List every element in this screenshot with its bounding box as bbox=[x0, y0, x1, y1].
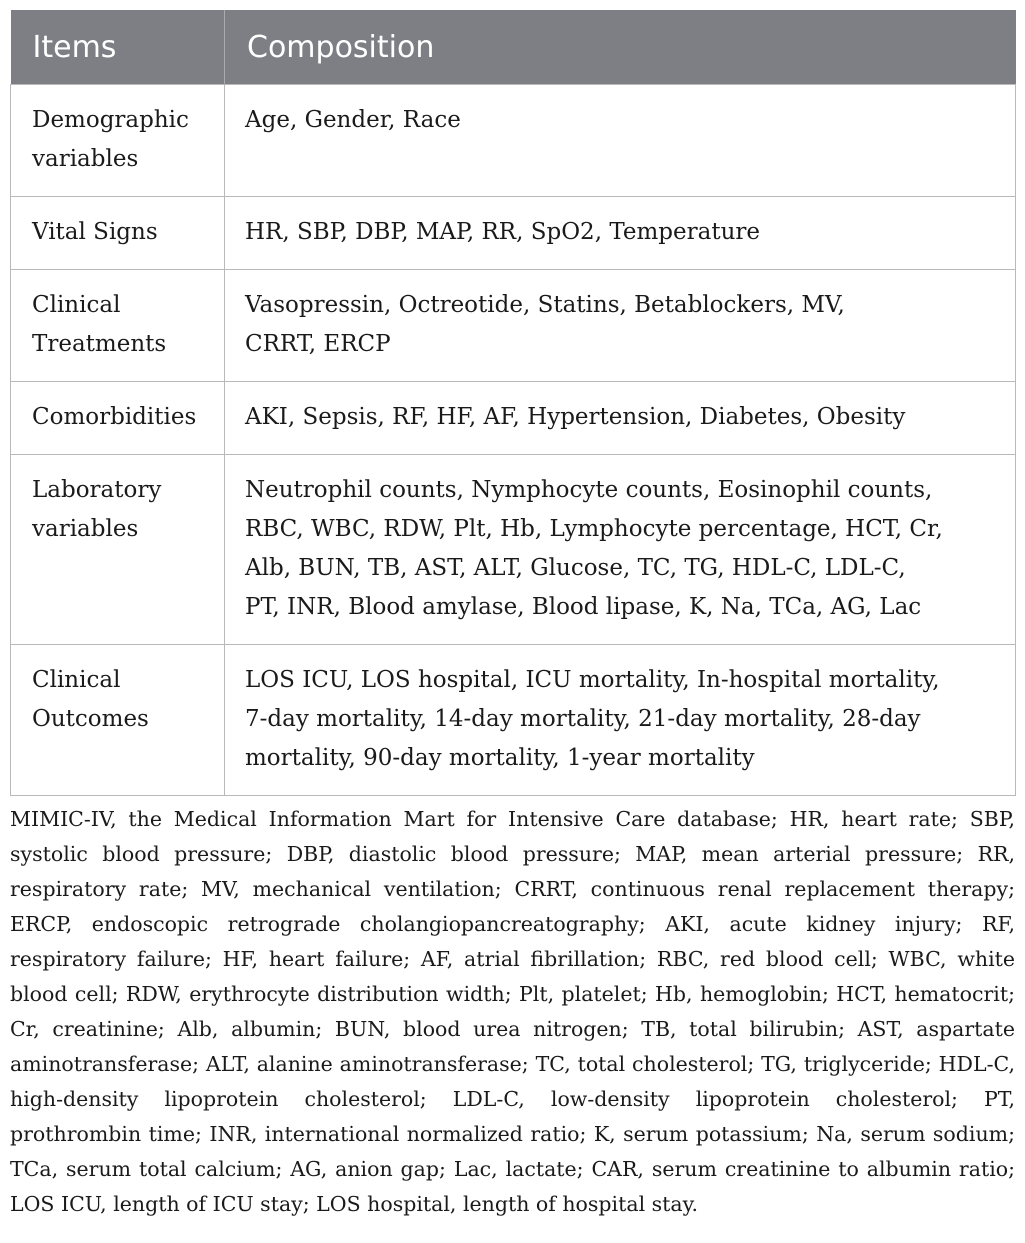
row-item-cell bbox=[11, 382, 225, 455]
row-item-label: Demographic variables bbox=[32, 107, 189, 172]
row-item-label: Laboratory variables bbox=[32, 477, 162, 542]
row-item-label: Clinical Outcomes bbox=[32, 667, 149, 732]
table-body bbox=[11, 85, 1016, 796]
table-container bbox=[10, 10, 1015, 1243]
row-item-cell bbox=[11, 645, 225, 796]
table-row bbox=[11, 645, 1016, 796]
column-header-composition: Composition bbox=[225, 10, 1016, 85]
row-item-cell bbox=[11, 270, 225, 382]
row-composition-text: Age, Gender, Race bbox=[245, 107, 461, 133]
row-item-cell bbox=[11, 85, 225, 197]
row-composition-cell bbox=[225, 197, 1016, 270]
row-composition-cell bbox=[225, 645, 1016, 796]
row-item-cell bbox=[11, 197, 225, 270]
row-composition-text: AKI, Sepsis, RF, HF, AF, Hypertension, Diabetes, Obesity bbox=[245, 404, 906, 430]
row-item-label: Vital Signs bbox=[32, 219, 158, 245]
table-header bbox=[11, 10, 1016, 85]
composition-table bbox=[10, 10, 1016, 796]
row-composition-cell bbox=[225, 270, 1016, 382]
table-row bbox=[11, 197, 1016, 270]
row-item-label: Clinical Treatments bbox=[32, 292, 167, 357]
table-row bbox=[11, 270, 1016, 382]
row-composition-text: Vasopressin, Octreotide, Statins, Betablockers, MV, CRRT, ERCP bbox=[245, 292, 845, 357]
table-row bbox=[11, 382, 1016, 455]
row-composition-text: HR, SBP, DBP, MAP, RR, SpO2, Temperature bbox=[245, 219, 760, 245]
row-item-label: Comorbidities bbox=[32, 404, 197, 430]
column-header-items: Items bbox=[11, 10, 225, 85]
row-item-cell bbox=[11, 455, 225, 645]
row-composition-cell bbox=[225, 382, 1016, 455]
row-composition-text: LOS ICU, LOS hospital, ICU mortality, In-hospital mortality, 7-day mortality, 14-day mortality, 21-day mortality, 28-day mortality, 90-day mortality, 1-year mortality bbox=[245, 667, 940, 771]
row-composition-text: Neutrophil counts, Nymphocyte counts, Eosinophil counts, RBC, WBC, RDW, Plt, Hb, Lymphocyte percentage, HCT, Cr, Alb, BUN, TB, AST, ALT, Glucose, TC, TG, HDL-C, LDL-C, PT, INR, Blood amylase, Blood lipase, K, Na, TCa, AG, Lac bbox=[245, 477, 943, 620]
header-row bbox=[11, 10, 1016, 85]
row-composition-cell bbox=[225, 85, 1016, 197]
table-row bbox=[11, 455, 1016, 645]
table-row bbox=[11, 85, 1016, 197]
row-composition-cell bbox=[225, 455, 1016, 645]
table-footnote: MIMIC-IV, the Medical Information Mart for Intensive Care database; HR, heart rate; SBP, systolic blood pressure; DBP, diastolic blood pressure; MAP, mean arterial pressure; RR, respiratory rate; MV, mechanical ventilation; CRRT, continuous renal replacement therapy; ERCP, endoscopic retrograde cholangiopancreatography; AKI, acute kidney injury; RF, respiratory failure; HF, heart failure; AF, atrial fibrillation; RBC, red blood cell; WBC, white blood cell; RDW, erythrocyte distribution width; Plt, platelet; Hb, hemoglobin; HCT, hematocrit; Cr, creatinine; Alb, albumin; BUN, blood urea nitrogen; TB, total bilirubin; AST, aspartate aminotransferase; ALT, alanine aminotransferase; TC, total cholesterol; TG, triglyceride; HDL-C, high-density lipoprotein cholesterol; LDL-C, low-density lipoprotein cholesterol; PT, prothrombin time; INR, international normalized ratio; K, serum potassium; Na, serum sodium; TCa, serum total calcium; AG, anion gap; Lac, lactate; CAR, serum creatinine to albumin ratio; LOS ICU, length of ICU stay; LOS hospital, length of hospital stay. bbox=[10, 807, 1015, 1216]
